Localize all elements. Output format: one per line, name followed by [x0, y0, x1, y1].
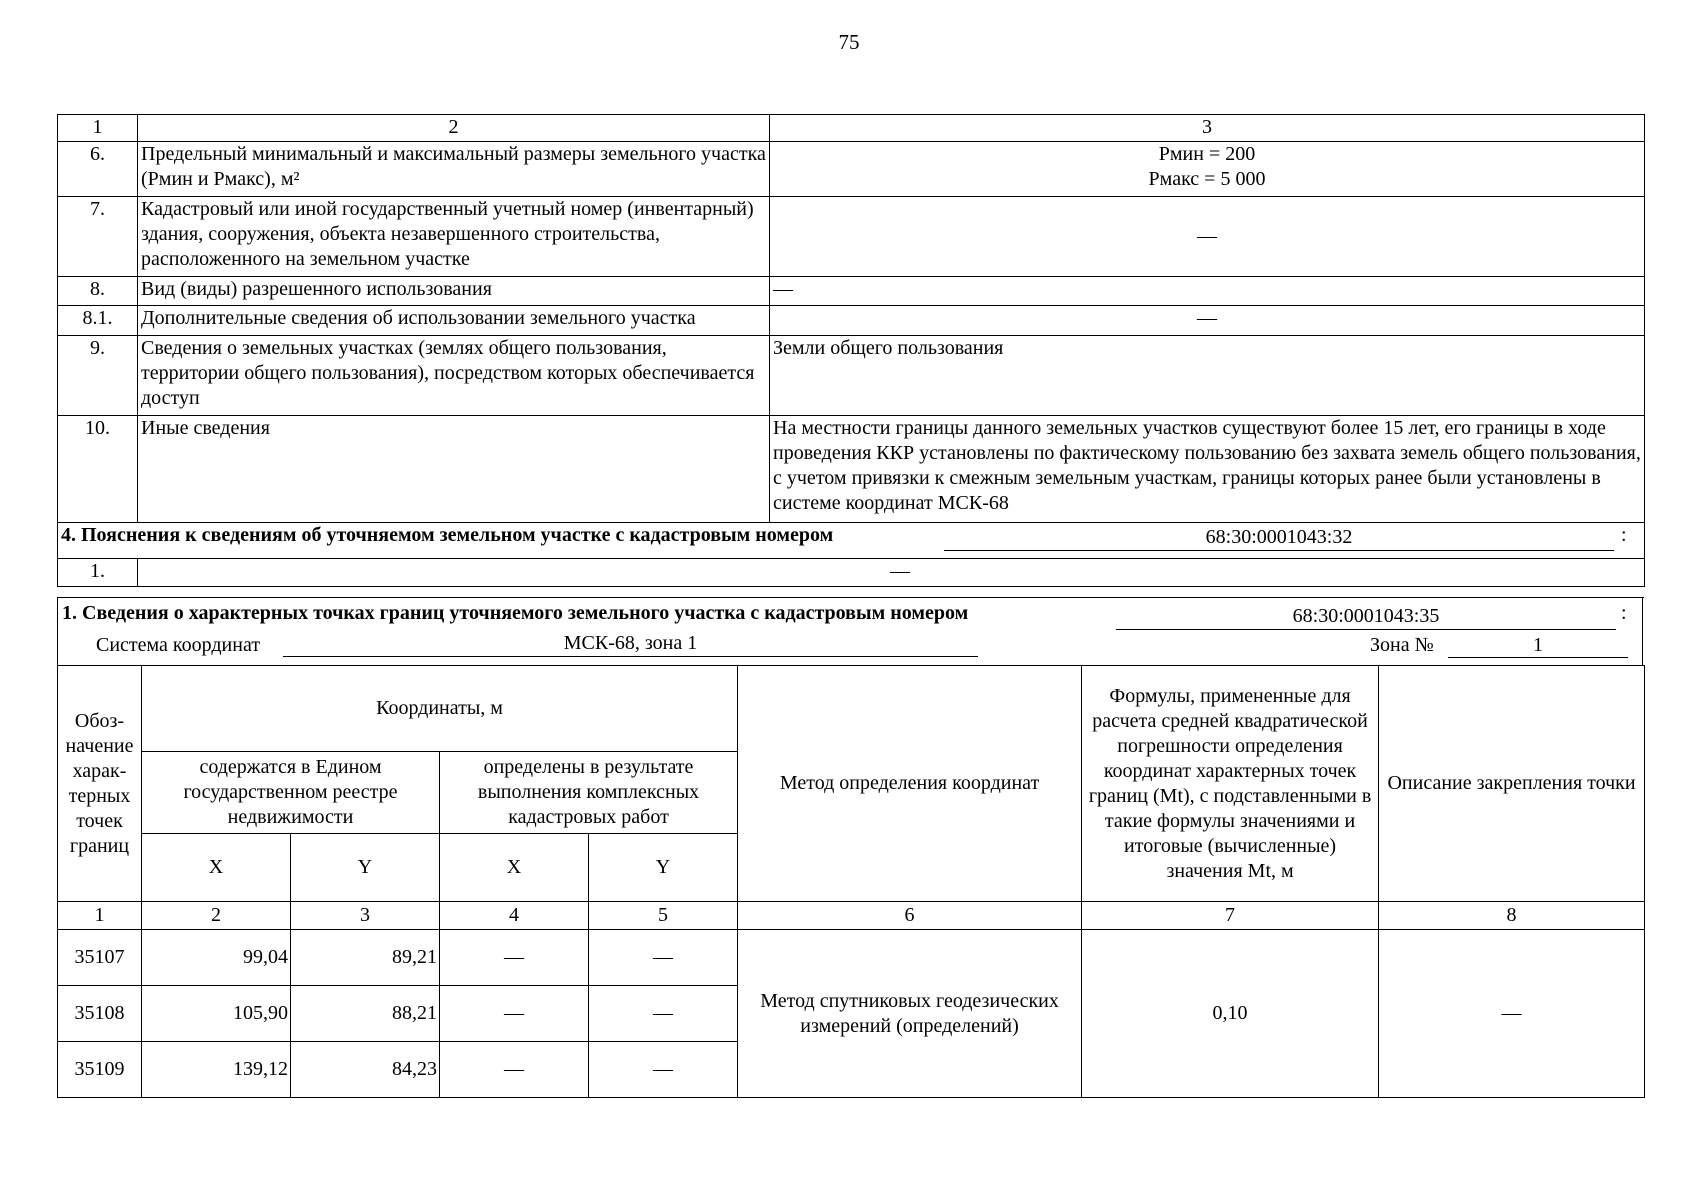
- header-description: Описание закрепления точки: [1379, 666, 1645, 902]
- description-cell: —: [1379, 930, 1645, 1098]
- header-formula: Формулы, примененные для расчета средней квадратической погрешности определения координат характерных точек границ (Mt), с подставленными в такие формулы значениями и итоговые (вычисленные) значения Mt, м: [1082, 666, 1379, 902]
- column-numbers-row: [58, 902, 1645, 930]
- row-number: 8.: [58, 277, 138, 306]
- table-row: [58, 930, 1645, 986]
- section1-cadastral-number: 68:30:0001043:35: [1116, 603, 1616, 630]
- col-number: 6: [738, 902, 1082, 930]
- row-label: Кадастровый или иной государственный учетный номер (инвентарный) здания, сооружения, объекта незавершенного строительства, расположенного на земельном участке: [138, 197, 770, 277]
- col-number: 5: [589, 902, 738, 930]
- section1-colon: :: [1621, 602, 1627, 624]
- boundary-points-table: [57, 665, 1645, 1098]
- col-header-2: 2: [138, 115, 770, 142]
- row-number: 10.: [58, 416, 138, 523]
- row-value: —: [138, 559, 1645, 587]
- coord-system-value: МСК-68, зона 1: [283, 630, 978, 657]
- header-x-egrn: X: [142, 834, 291, 902]
- row-number: 6.: [58, 142, 138, 197]
- p-min-value: Pмин = 200: [1158, 143, 1256, 165]
- row-number: 8.1.: [58, 306, 138, 336]
- section4-header: [58, 523, 1645, 559]
- point-y-kkr: —: [589, 986, 738, 1042]
- header-row: [58, 115, 1645, 142]
- row-value: Земли общего пользования: [770, 336, 1645, 416]
- section4-title: 4. Пояснения к сведениям об уточняемом земельном участке с кадастровым номером: [61, 524, 834, 546]
- point-y-kkr: —: [589, 1042, 738, 1098]
- land-plot-info-table: [57, 114, 1645, 587]
- point-y: 88,21: [291, 986, 440, 1042]
- col-number: 8: [1379, 902, 1645, 930]
- header-y-kkr: Y: [589, 834, 738, 902]
- row-value: —: [770, 197, 1645, 277]
- table-row: [58, 306, 1645, 336]
- point-y-kkr: —: [589, 930, 738, 986]
- row-label: Дополнительные сведения об использовании земельного участка: [138, 306, 770, 336]
- col-header-3: 3: [770, 115, 1645, 142]
- header-designation: Обоз-начение харак-терных точек границ: [58, 666, 142, 902]
- point-y: 89,21: [291, 930, 440, 986]
- section1-header: [57, 597, 1643, 665]
- col-number: 7: [1082, 902, 1379, 930]
- row-number: 7.: [58, 197, 138, 277]
- point-id: 35109: [58, 1042, 142, 1098]
- row-value: —: [770, 306, 1645, 336]
- section4-cadastral-number: 68:30:0001043:32: [944, 525, 1614, 551]
- header-x-kkr: X: [440, 834, 589, 902]
- mt-value: 0,10: [1082, 930, 1379, 1098]
- point-x: 139,12: [142, 1042, 291, 1098]
- row-label: Предельный минимальный и максимальный размеры земельного участка (Pмин и Pмакс), м²: [138, 142, 770, 197]
- point-id: 35108: [58, 986, 142, 1042]
- section4-colon: :: [1621, 524, 1627, 546]
- table-row: [58, 197, 1645, 277]
- row-value: [770, 142, 1645, 197]
- point-x-kkr: —: [440, 986, 589, 1042]
- p-max-value: Pмакс = 5 000: [1148, 168, 1266, 190]
- point-x: 99,04: [142, 930, 291, 986]
- row-label: Вид (виды) разрешенного использования: [138, 277, 770, 306]
- row-number: 9.: [58, 336, 138, 416]
- col-number: 4: [440, 902, 589, 930]
- col-number: 2: [142, 902, 291, 930]
- row-value: —: [770, 277, 1645, 306]
- row-value: На местности границы данного земельных участков существуют более 15 лет, его границы в ходе проведения ККР установлены по фактическому пользованию без захвата земель общего пользования, с учетом привязки к смежным земельным участкам, границы которых ранее были установлены в системе координат МСК-68: [770, 416, 1645, 523]
- point-x-kkr: —: [440, 1042, 589, 1098]
- table-row: [58, 142, 1645, 197]
- row-label: Иные сведения: [138, 416, 770, 523]
- method-cell: Метод спутниковых геодезических измерений (определений): [738, 930, 1082, 1098]
- header-y-egrn: Y: [291, 834, 440, 902]
- table-row: [58, 559, 1645, 587]
- zone-label: Зона №: [1370, 634, 1434, 656]
- table-row: [58, 336, 1645, 416]
- row-label: Сведения о земельных участках (землях общего пользования, территории общего пользования), посредством которых обеспечивается доступ: [138, 336, 770, 416]
- coord-system-label: Система координат: [96, 634, 261, 656]
- header-kkr: определены в результате выполнения комплексных кадастровых работ: [440, 752, 738, 834]
- header-method: Метод определения координат: [738, 666, 1082, 902]
- section4-header-row: [58, 523, 1645, 559]
- point-x: 105,90: [142, 986, 291, 1042]
- header-row: [58, 666, 1645, 752]
- col-header-1: 1: [58, 115, 138, 142]
- table-row: [58, 277, 1645, 306]
- page-number: 75: [838, 30, 860, 54]
- header-coordinates: Координаты, м: [142, 666, 738, 752]
- section1-title: 1. Сведения о характерных точках границ уточняемого земельного участка с кадастровым номером: [62, 602, 969, 624]
- col-number: 1: [58, 902, 142, 930]
- header-egrn: содержатся в Едином государственном реестре недвижимости: [142, 752, 440, 834]
- zone-value: 1: [1448, 633, 1628, 658]
- col-number: 3: [291, 902, 440, 930]
- point-y: 84,23: [291, 1042, 440, 1098]
- point-x-kkr: —: [440, 930, 589, 986]
- table-row: [58, 416, 1645, 523]
- row-number: 1.: [58, 559, 138, 587]
- point-id: 35107: [58, 930, 142, 986]
